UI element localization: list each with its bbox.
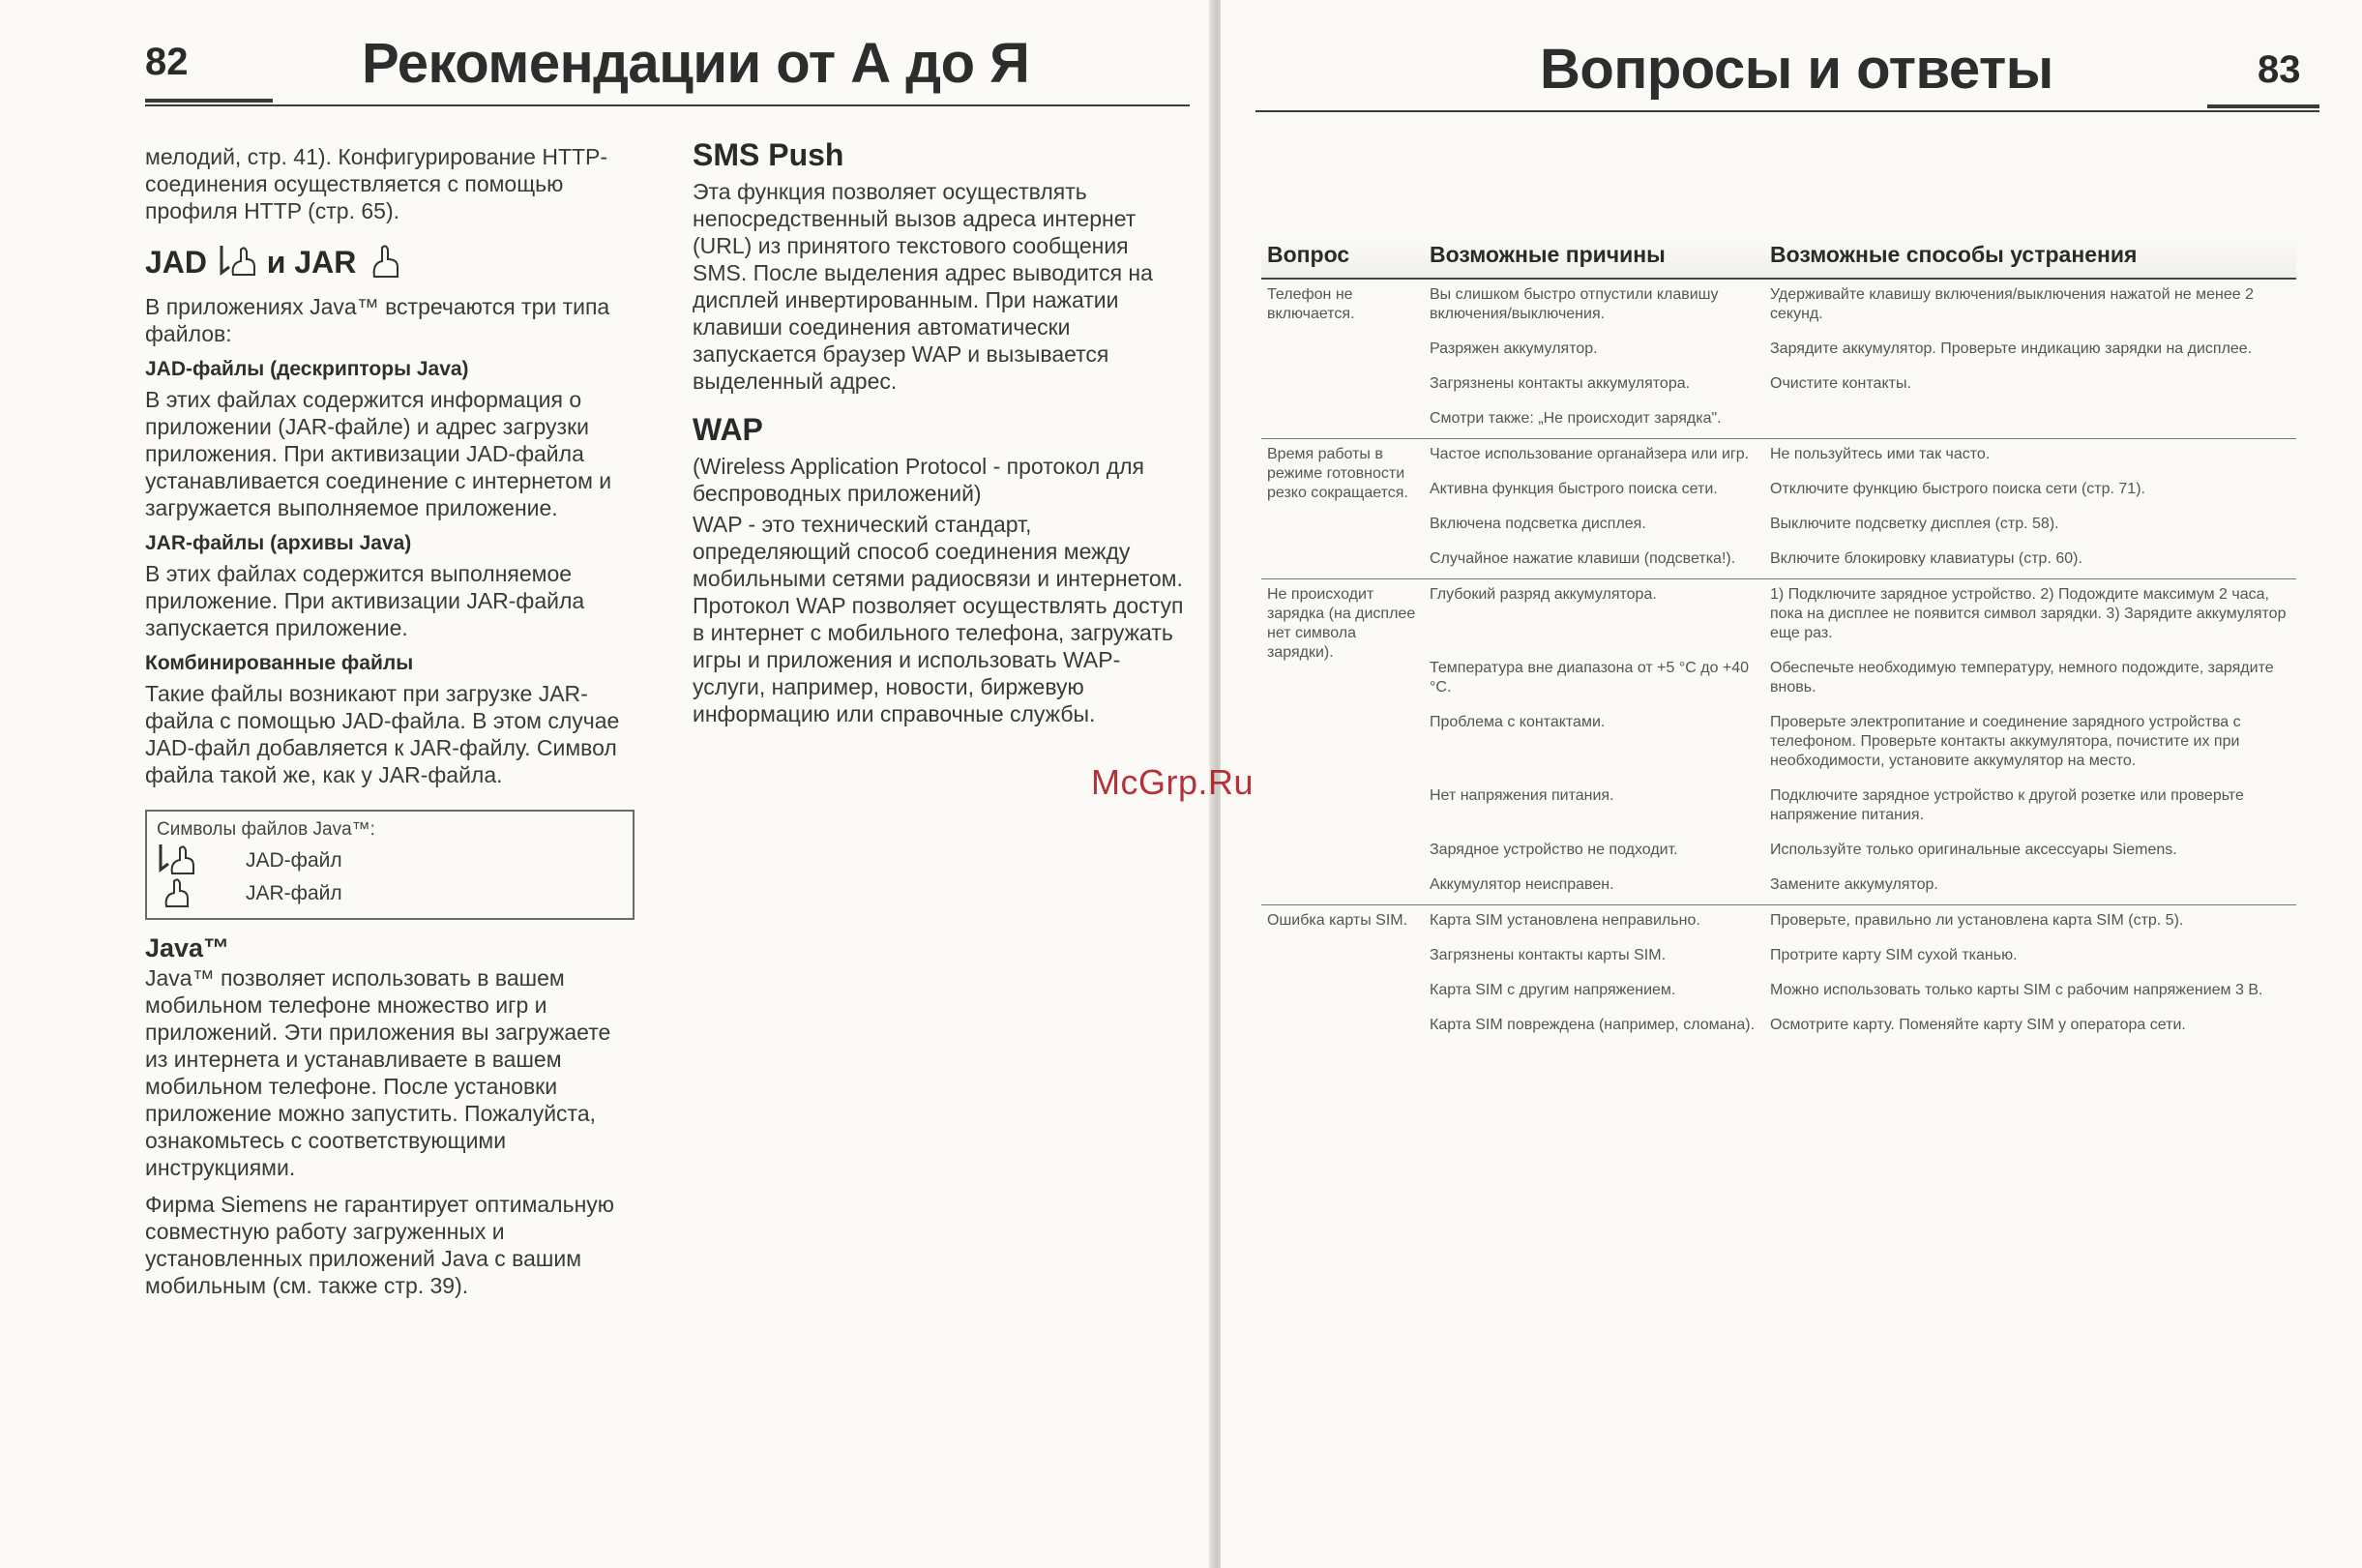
question-cell: Не происходит зарядка (на дисплее нет символа зарядки). (1261, 579, 1424, 905)
cause-cell: Вы слишком быстро отпустили клавишу включения/выключения. (1424, 279, 1764, 334)
fix-cell: Выключите подсветку дисплея (стр. 58). (1770, 516, 2059, 532)
table-row (1261, 279, 2296, 334)
fix-cell: Осмотрите карту. Поменяйте карту SIM у оператора сети. (1770, 1017, 2186, 1033)
cause-cell: Включена подсветка дисплея. (1430, 516, 1646, 532)
fix-cell: Подключите зарядное устройство к другой розетке или проверьте напряжение питания. (1770, 787, 2244, 823)
cause-cell: Карта SIM с другим напряжением. (1430, 982, 1676, 998)
java-heading: Java™ (145, 933, 230, 962)
cause-cell: Частое использование органайзера или игр. (1424, 439, 1764, 475)
fix-cell: Проверьте, правильно ли установлена карта SIM (стр. 5). (1764, 905, 2296, 941)
table-row (1261, 905, 2296, 941)
sms-push-text: Эта функция позволяет осуществлять непосредственный вызов адреса интернет (URL) из принятого текстового сообщения SMS. После выделения адрес выводится на дисплей инвертированным. При нажатии клавиши соединения автоматически запускается браузер WAP и вызывается выделенный адрес. (693, 179, 1153, 394)
file-symbols-box (145, 810, 635, 920)
cause-cell: Зарядное устройство не подходит. (1430, 842, 1678, 858)
table-row (1261, 439, 2296, 475)
header-rule (1255, 110, 2319, 112)
header-rule (145, 104, 1190, 106)
left-column-1 (145, 143, 629, 1299)
jad-jar-heading (145, 242, 629, 287)
question-cell: Телефон не включается. (1261, 279, 1424, 439)
cause-cell: Температура вне диапазона от +5 °C до +40 °C. (1430, 660, 1750, 695)
cause-cell: Смотри также: „Не происходит зарядка". (1430, 410, 1722, 427)
jar-files-text: В этих файлах содержится выполняемое приложение. При активизации JAR-файла запускается приложение. (145, 561, 585, 640)
fix-cell: Зарядите аккумулятор. Проверьте индикацию зарядки на дисплее. (1770, 340, 2253, 357)
fix-cell: Используйте только оригинальные аксессуары Siemens. (1770, 842, 2177, 858)
fix-cell: Проверьте электропитание и соединение зарядного устройства с телефоном. Проверьте контакты аккумулятора, почистите их при необходимости, установите аккумулятор на место. (1770, 714, 2241, 769)
jar-symbol-row (157, 877, 623, 910)
jad-jar-text: В приложениях Java™ встречаются три типа файлов: (145, 294, 610, 346)
file-symbols-title: Символы файлов Java™: (157, 819, 375, 840)
jad-symbol-label: JAD-файл (246, 849, 342, 872)
fix-cell: 1) Подключите зарядное устройство. 2) Подождите максимум 2 часа, пока на дисплее не появится символ зарядки. 3) Зарядите аккумулятор еще раз. (1764, 579, 2296, 654)
fix-cell (1764, 403, 2296, 439)
page-title: Рекомендации от А до Я (362, 32, 1030, 95)
jad-label: JAD (145, 244, 208, 280)
cause-cell: Разряжен аккумулятор. (1430, 340, 1598, 357)
header-rule-short (145, 99, 273, 103)
table-row (1261, 579, 2296, 654)
cause-cell: Загрязнены контакты карты SIM. (1430, 947, 1667, 963)
combined-files-heading: Комбинированные файлы (145, 652, 414, 674)
jad-files-heading: JAD-файлы (дескрипторы Java) (145, 358, 469, 380)
fix-cell: Замените аккумулятор. (1770, 876, 1938, 893)
cause-cell: Случайное нажатие клавиши (подсветка!). (1430, 550, 1736, 567)
page-number: 82 (145, 41, 189, 83)
column-header-fixes: Возможные способы устранения (1764, 236, 2296, 279)
table-header-row (1261, 236, 2296, 279)
jad-file-icon (216, 242, 258, 287)
fix-cell: Очистите контакты. (1770, 375, 1911, 392)
cause-cell: Нет напряжения питания. (1430, 787, 1614, 804)
cause-cell: Карта SIM повреждена (например, сломана). (1430, 1017, 1756, 1033)
fix-cell: Удерживайте клавишу включения/выключения нажатой не менее 2 секунд. (1764, 279, 2296, 334)
left-column-2 (693, 137, 1186, 727)
fix-cell: Включите блокировку клавиатуры (стр. 60). (1770, 550, 2082, 567)
jar-symbol-label: JAR-файл (246, 882, 342, 904)
intro-text: мелодий, стр. 41). Конфигурирование HTTP-соединения осуществляется с помощью профиля HTTP (стр. 65). (145, 144, 608, 223)
cause-cell: Аккумулятор неисправен. (1430, 876, 1614, 893)
wap-text: WAP - это технический стандарт, определяющий способ соединения между мобильными сетями радиосвязи и интернетом. Протокол WAP позволяет осуществлять доступ в интернет с мобильного телефона, загружать игры и приложения и использовать WAP-услуги, например, новости, биржевую информацию или справочные службы. (693, 512, 1184, 726)
header-rule-short (2207, 104, 2319, 108)
jad-symbol-row (157, 844, 623, 877)
cause-cell: Проблема с контактами. (1430, 714, 1606, 730)
jad-files-text: В этих файлах содержится информация о приложении (JAR-файле) и адрес загрузки приложения. При активизации JAD-файла устанавливается соединение с интернетом и загружается выполняемое приложение. (145, 387, 612, 520)
fix-cell: Можно использовать только карты SIM с рабочим напряжением 3 В. (1770, 982, 2263, 998)
jar-file-icon (365, 242, 403, 287)
cause-cell: Активна функция быстрого поиска сети. (1430, 481, 1718, 497)
column-header-causes: Возможные причины (1424, 236, 1764, 279)
fix-cell: Обеспечьте необходимую температуру, немного подождите, зарядите вновь. (1770, 660, 2274, 695)
jar-files-heading: JAR-файлы (архивы Java) (145, 532, 412, 554)
question-cell: Ошибка карты SIM. (1261, 905, 1424, 1046)
fix-cell: Протрите карту SIM сухой тканью. (1770, 947, 2018, 963)
cause-cell: Загрязнены контакты аккумулятора. (1430, 375, 1691, 392)
fix-cell: Отключите функцию быстрого поиска сети (стр. 71). (1770, 481, 2145, 497)
combined-files-text: Такие файлы возникают при загрузке JAR-файла с помощью JAD-файла. В этом случае JAD-файл добавляется к JAR-файлу. Символ файла такой же, как у JAR-файла. (145, 681, 620, 787)
sms-push-heading: SMS Push (693, 137, 844, 172)
column-header-question: Вопрос (1261, 236, 1424, 279)
cause-cell: Карта SIM установлена неправильно. (1424, 905, 1764, 941)
question-cell: Время работы в режиме готовности резко сокращается. (1261, 439, 1424, 579)
java-text-1: Java™ позволяет использовать в вашем мобильном телефоне множество игр и приложений. Эти приложения вы загружаете из интернета и устанавливаете в вашем мобильном телефоне. После установки приложение можно запустить. Пожалуйста, ознакомьтесь с соответствующими инструкциями. (145, 965, 611, 1180)
fix-cell: Не пользуйтесь ими так часто. (1764, 439, 2296, 475)
faq-table (1261, 236, 2296, 1045)
cause-cell: Глубокий разряд аккумулятора. (1424, 579, 1764, 654)
java-text-2: Фирма Siemens не гарантирует оптимальную совместную работу загруженных и установленных приложений Java с вашим мобильным (см. также стр. 39). (145, 1192, 615, 1298)
page-title: Вопросы и ответы (1540, 38, 2053, 101)
page-number: 83 (2258, 48, 2301, 91)
jar-file-icon (157, 875, 199, 913)
wap-heading: WAP (693, 412, 763, 447)
jar-label: и JAR (266, 244, 357, 280)
watermark: McGrp.Ru (1091, 762, 1255, 802)
wap-subtitle: (Wireless Application Protocol - протокол для беспроводных приложений) (693, 454, 1144, 506)
